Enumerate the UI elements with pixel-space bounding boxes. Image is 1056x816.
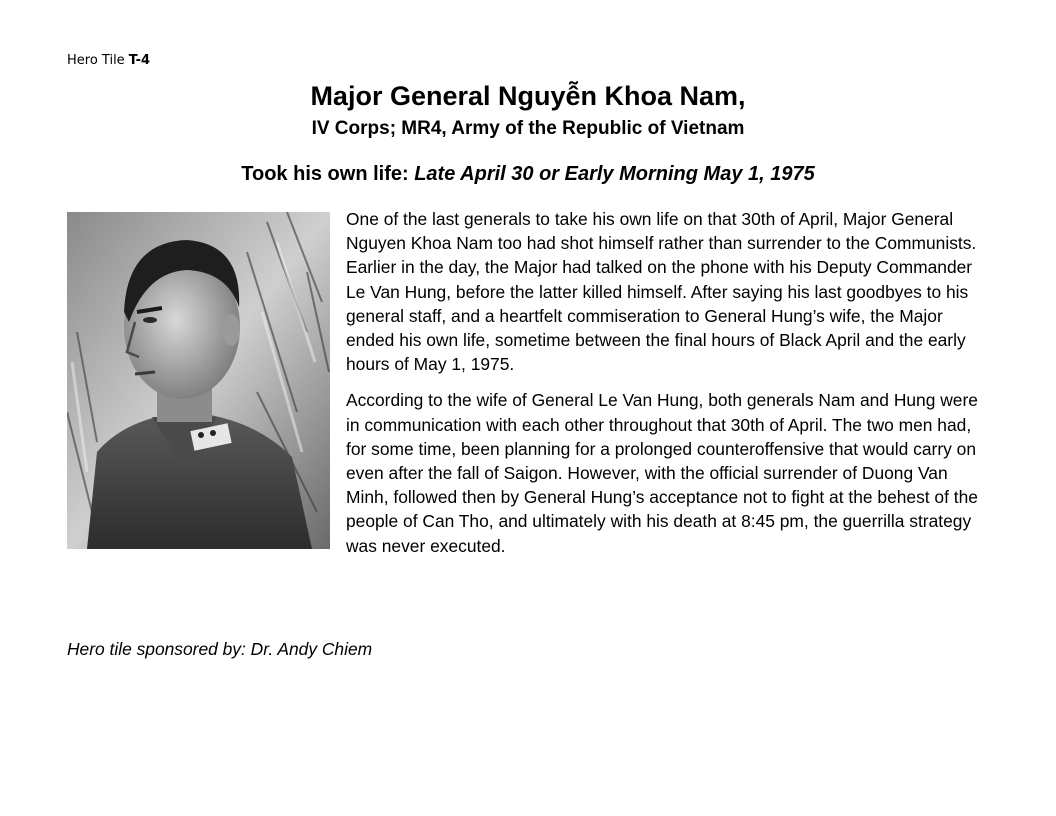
page-title: Major General Nguyễn Khoa Nam,: [310, 81, 746, 111]
body-paragraph: One of the last generals to take his own life on that 30th of April, Major General Nguyen Khoa Nam too had shot himself rather than surrender to the Communists. Earlier in the day, the Major had talked on the phone with his Deputy Commander Le Van Hung, before the latter killed himself. After saying his last goodbyes to his general staff, and a heartfelt commiseration to General Hung’s wife, the Major ended his own life, sometime between the final hours of Black April and the early hours of May 1, 1975.: [346, 209, 977, 375]
death-date-prefix: Took his own life:: [241, 163, 415, 185]
hero-tile-prefix: Hero Tile: [67, 53, 125, 68]
death-date-line: [0, 162, 1056, 186]
hero-tile-label: [67, 53, 150, 69]
body-paragraph: According to the wife of General Le Van Hung, both generals Nam and Hung were in communication with each other throughout that 30th of April. The two men had, for some time, been planning for a prolonged counteroffensive that would carry on even after the fall of Saigon. However, with the official surrender of Duong Van Minh, followed then by General Hung’s acceptance not to fight at the behest of the people of Can Tho, and ultimately with his death at 8:45 pm, the guerrilla strategy was never executed.: [346, 390, 978, 556]
death-date: Late April 30 or Early Morning May 1, 1975: [414, 163, 815, 185]
sponsor-line: Hero tile sponsored by: Dr. Andy Chiem: [67, 639, 373, 659]
hero-tile-code: T-4: [128, 53, 151, 68]
article-body: [67, 207, 992, 570]
photo-wrap-spacer: [67, 207, 346, 552]
page-subtitle: IV Corps; MR4, Army of the Republic of Vietnam: [311, 118, 745, 139]
